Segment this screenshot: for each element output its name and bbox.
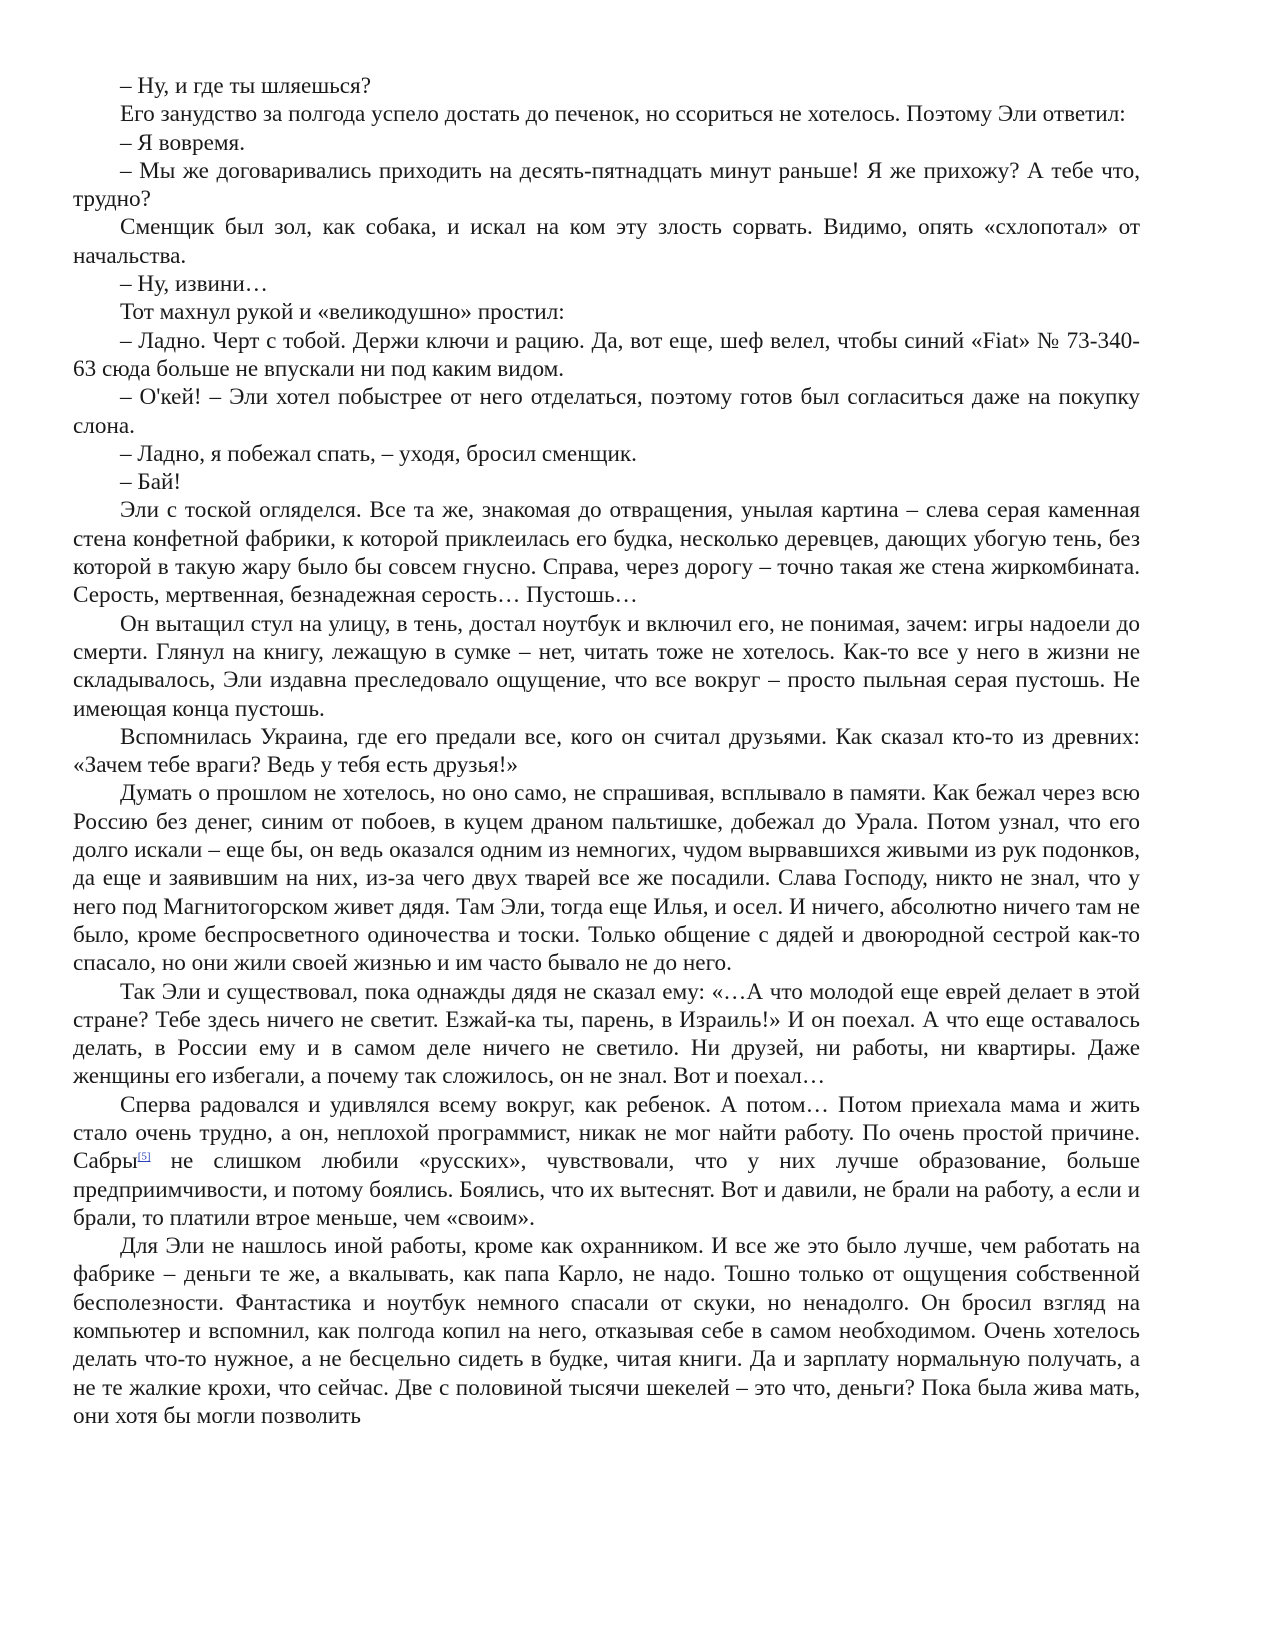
document-page xyxy=(73,72,1140,1430)
paragraph-with-footnote xyxy=(73,1091,1140,1232)
paragraph: Тот махнул рукой и «великодушно» простил: xyxy=(120,299,565,326)
paragraph: – Бай! xyxy=(120,469,182,496)
paragraph: – О'кей! – Эли хотел побыстрее от него отделаться, поэтому готов был согласиться даже на покупку слона. xyxy=(73,384,1140,439)
paragraph: Так Эли и существовал, пока однажды дядя не сказал ему: «…А что молодой еще еврей делает в этой стране? Тебе здесь ничего не светит. Езжай-ка ты, парень, в Израиль!» И он поехал. А что еще оставалось делать, в России ему и в самом деле ничего не светило. Ни друзей, ни работы, ни квартиры. Даже женщины его избегали, а почему так сложилось, он не знал. Вот и поехал… xyxy=(73,978,1140,1090)
paragraph: Для Эли не нашлось иной работы, кроме как охранником. И все же это было лучше, чем работать на фабрике – деньги те же, а вкалывать, как папа Карло, не надо. Тошно только от ощущения собственной бесполезности. Фантастика и ноутбук немного спасали от скуки, но ненадолго. Он бросил взгляд на компьютер и вспомнил, как полгода копил на него, отказывая себе в самом необходимом. Очень хотелось делать что-то нужное, а не бесцельно сидеть в будке, читая книги. Да и зарплату нормальную получать, а не те жалкие крохи, что сейчас. Две с половиной тысячи шекелей – это что, деньги? Пока была жива мать, они хотя бы могли позволить xyxy=(73,1233,1140,1429)
paragraph: – Ладно. Черт с тобой. Держи ключи и рацию. Да, вот еще, шеф велел, чтобы синий «Fiat» № 73-340-63 сюда больше не впускали ни под каким видом. xyxy=(73,327,1140,382)
paragraph: Его занудство за полгода успело достать до печенок, но ссориться не хотелось. Поэтому Эли ответил: xyxy=(120,101,1126,128)
paragraph: Сменщик был зол, как собака, и искал на ком эту злость сорвать. Видимо, опять «схлопотал» от начальства. xyxy=(73,214,1140,269)
paragraph: Вспомнилась Украина, где его предали все, кого он считал друзьями. Как сказал кто-то из древних: «Зачем тебе враги? Ведь у тебя есть друзья!» xyxy=(73,723,1140,779)
paragraph: Он вытащил стул на улицу, в тень, достал ноутбук и включил его, не понимая, зачем: игры надоели до смерти. Глянул на книгу, лежащую в сумке – нет, читать тоже не хотелось. Как-то все у него в жизни не складывалось, Эли издавна преследовало ощущение, что все вокруг – просто пыльная серая пустошь. Не имеющая конца пустошь. xyxy=(73,610,1140,722)
paragraph: – Ну, извини… xyxy=(120,271,268,298)
paragraph: Думать о прошлом не хотелось, но оно само, не спрашивая, всплывало в памяти. Как бежал через всю Россию без денег, синим от побоев, в куцем драном пальтишке, добежал до Урала. Потом узнал, что его долго искали – еще бы, он ведь оказался одним из немногих, чудом вырвавшихся живыми из рук подонков, да еще и заявившим на них, из-за чего двух тварей все же посадили. Слава Господу, никто не знал, что у него под Магнитогорском живет дядя. Там Эли, тогда еще Илья, и осел. И ничего, абсолютно ничего там не было, кроме беспросветного одиночества и тоски. Только общение с дядей и двоюродной сестрой как-то спасало, но они жили своей жизнью и им часто бывало не до него. xyxy=(73,780,1140,977)
paragraph: Эли с тоской огляделся. Все та же, знакомая до отвращения, унылая картина – слева серая каменная стена конфетной фабрики, к которой приклеилась его будка, несколько деревцев, дающих убогую тень, без которой в такую жару было бы совсем гнусно. Справа, через дорогу – точно такая же стена жиркомбината. Серость, мертвенная, безнадежная серость… Пустошь… xyxy=(73,497,1140,609)
footnote-link[interactable]: [5] xyxy=(137,1150,151,1163)
paragraph: – Я вовремя. xyxy=(120,129,246,156)
paragraph: – Ну, и где ты шляешься? xyxy=(120,73,372,99)
text-before-footnote: Сперва радовался и удивлялся всему вокруг, как ребенок. А потом… Потом приехала мама и жить стало очень трудно, а он, неплохой программист, никак не мог найти работу. По очень простой причине. Сабры xyxy=(73,1091,1140,1175)
text-after-footnote: не слишком любили «русских», чувствовали, что у них лучше образование, больше предприимчивости, и потому боялись. Боялись, что их вытеснят. Вот и давили, не брали на работу, а если и брали, то платили втрое меньше, чем «своим». xyxy=(73,1148,1140,1231)
paragraph: – Мы же договаривались приходить на десять-пятнадцать минут раньше! Я же прихожу? А тебе что, трудно? xyxy=(73,157,1140,213)
paragraph: – Ладно, я побежал спать, – уходя, бросил сменщик. xyxy=(120,440,637,467)
